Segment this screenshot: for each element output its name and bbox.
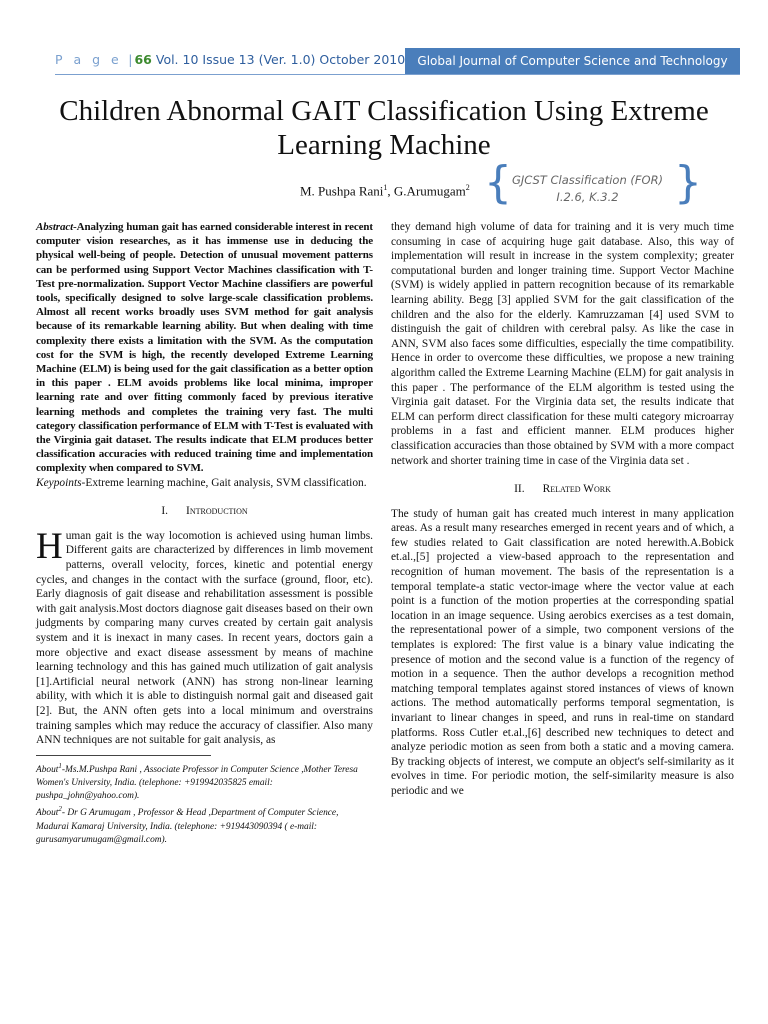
abstract-label: Abstract- (36, 221, 77, 233)
paper-title: Children Abnormal GAIT Classification Using Extreme Learning Machine (59, 95, 709, 161)
section-title: Introduction (186, 505, 248, 518)
left-brace: { (484, 157, 512, 208)
page-header (0, 48, 768, 74)
classification-codes: I.2.6, K.3.2 (556, 190, 619, 204)
section-number: II. (514, 483, 525, 496)
header-rule (55, 74, 740, 75)
introduction-body: uman gait is the way locomotion is achieved using human limbs. Different gaits are characterized by differences in limb movement patterns, overall velocity, forces, kinetic and potential energy cycles, and changes in the contact with the surface (ground, floor, etc). Early diagnosis of gait disease and rehabilitation assessment is possible with gait analysis.Most doctors diagnose gait diseases based on their own judgments by comparing many curves created by certain gait analysis system and it is inexact in many cases. In recent years, doctors gain a more objective and exact disease assessment by means of machine learning technology and this has gained much utilization of gait analysis [1].Artificial neural network (ANN) has strong non-linear learning ability, with which it is able to distinguish normal gait and diseased gait [2]. But, the ANN often gets into a local minimum and overstrains training samples which may reduce the accuracy of classifier. Also many ANN techniques are not suitable for gait analysis, as (36, 529, 373, 747)
authors: M. Pushpa Rani$^1$, G.Arumugam$^2$ (300, 183, 470, 199)
classification-title: GJCST Classification (FOR) (511, 173, 664, 187)
keywords-text: Extreme learning machine, Gait analysis, SVM classification. (85, 476, 367, 489)
page-number: 66 (134, 52, 152, 67)
footnote-2-text: - Dr G Arumugam , Professor & Head ,Department of Computer Science, Madurai Kamaraj University, India. (telephone: +919443090394 ( e-mail: gurusamyarumugam@gmail.com). (36, 808, 339, 846)
footnote-1-label: About (36, 764, 59, 775)
classification-box (510, 172, 665, 206)
right-paragraph-1: they demand high volume of data for training and it is very much time consuming in case of acquiring huge gait database. Also, this way of implementation will result in increase in the system complexity; greater computational burden and longer training time. Support Vector Machine (SVM) is widely applied in pattern recognition because of its remarkable learning ability. Begg [3] applied SVM for the gait classification of the children and the also for the elderly. Kamruzzaman [4] used SVM to distinguish the gait of children with cerebral palsy. As like the case in ANN, SVM also faces some difficulties, especially the time compatibility. Hence in order to overcome these difficulties, we propose a new training algorithm called the Extreme Learning Machine (ELM) for gait analysis in this paper . The performance of the ELM algorithm is tested using the Virginia gait dataset. For the Virginia data set, the results indicate that ELM can perform direct classification for these multi category microarray problems in a fast and efficient manner. ELM produces higher classification accuracies than those obtained by SVM with a more compact network and shorter training time in case of the Virginia data set . (391, 221, 734, 467)
footnote-1-text: -Ms.M.Pushpa Rani , Associate Professor in Computer Science ,Mother Teresa Women's University, India. (telephone: +919942035825 email: pushpa_john@yahoo.com). (36, 764, 358, 802)
section-heading-related-work (391, 482, 734, 497)
drop-cap: H (36, 525, 63, 567)
page-label: P a g e (55, 52, 123, 67)
keywords-label: Keypoints- (36, 476, 86, 489)
author-2: G.Arumugam (393, 183, 466, 199)
author-2-sup: 2 (465, 183, 470, 192)
journal-banner: Global Journal of Computer Science and Technology (405, 48, 740, 74)
section-title: Related Work (542, 483, 611, 496)
section-number: I. (161, 505, 169, 518)
footnote-2-sup: 2 (58, 805, 62, 814)
section-heading-introduction (36, 504, 373, 519)
left-column (36, 220, 373, 847)
footnote-2 (36, 803, 373, 847)
issue-text: Vol. 10 Issue 13 (Ver. 1.0) October 2010 (155, 52, 406, 67)
issue-info (55, 52, 405, 67)
footnote-1 (36, 760, 373, 804)
right-brace: } (674, 157, 702, 208)
right-column (391, 220, 734, 799)
separator: | (128, 52, 133, 67)
keywords (36, 476, 373, 491)
footnote-1-sup: 1 (58, 761, 62, 770)
author-1: M. Pushpa Rani (300, 183, 384, 199)
related-work-text: The study of human gait has created much interest in many application areas. As a result many researches emerged in recent years and of which, a few studies related to Gait classification are noted herewith.A.Bobick et.al.,[5] projected a view-based approach to the representation and recognition of human movement. The basis of the representation is a temporal template-a static vector-image where the vector value at each point is a function of the motion properties at the corresponding spatial location in an image sequence. Using aerobics exercises as a test domain, the representational power of a simple, two component versions of the templates is explored: The first value is a binary value indicating the presence of motion and the second value is a function of the regency of motion in a sequence. Then the author develops a recognition method matching temporal templates against stored instances of views of known actions. The method automatically performs temporal segmentation, is invariant to linear changes in speed, and runs in real-time on standard platforms. Ross Cutler et.al.,[6] described new techniques to detect and analyze periodic motion as seen from both a static and a moving camera. By tracking objects of interest, we compute an object's self-similarity as it evolves in time. For periodic motion, the self-similarity measure is also periodic and we (391, 507, 734, 797)
footnote-rule (36, 755, 211, 756)
abstract-text: Analyzing human gait has earned considerable interest in recent computer vision researches, as it has immense use in deducing the physical well-being of people. Detection of unusual movement patterns can be performed using Support Vector Machines classification with T-Test pre-normalization. Support Vector Machine classifiers are powerful tools, specifically designed to solve large-scale classification problems. Almost all recent works broadly uses SVM method for gait analysis because of its remarkable learning ability. But when dealing with time complexity there exists a limitation with the SVM. As the computation cost for the SVM is high, the recently developed Extreme Learning Machine (ELM) is being used for the gait classification as a better option in this paper . ELM avoids problems like local minima, improper learning rate and over fitting commonly faced by previous iterative learning methods and completes the training very fast. The multi category classification performance of ELM with T-Test is evaluated with the Virginia gait dataset. The results indicate that ELM produces better classification accuracies with reduced training time and implementation complexity when compared to SVM. (36, 221, 373, 475)
abstract (36, 220, 373, 476)
introduction-text (36, 525, 373, 748)
footnote-2-label: About (36, 808, 59, 819)
author-1-sup: 1 (383, 183, 388, 192)
